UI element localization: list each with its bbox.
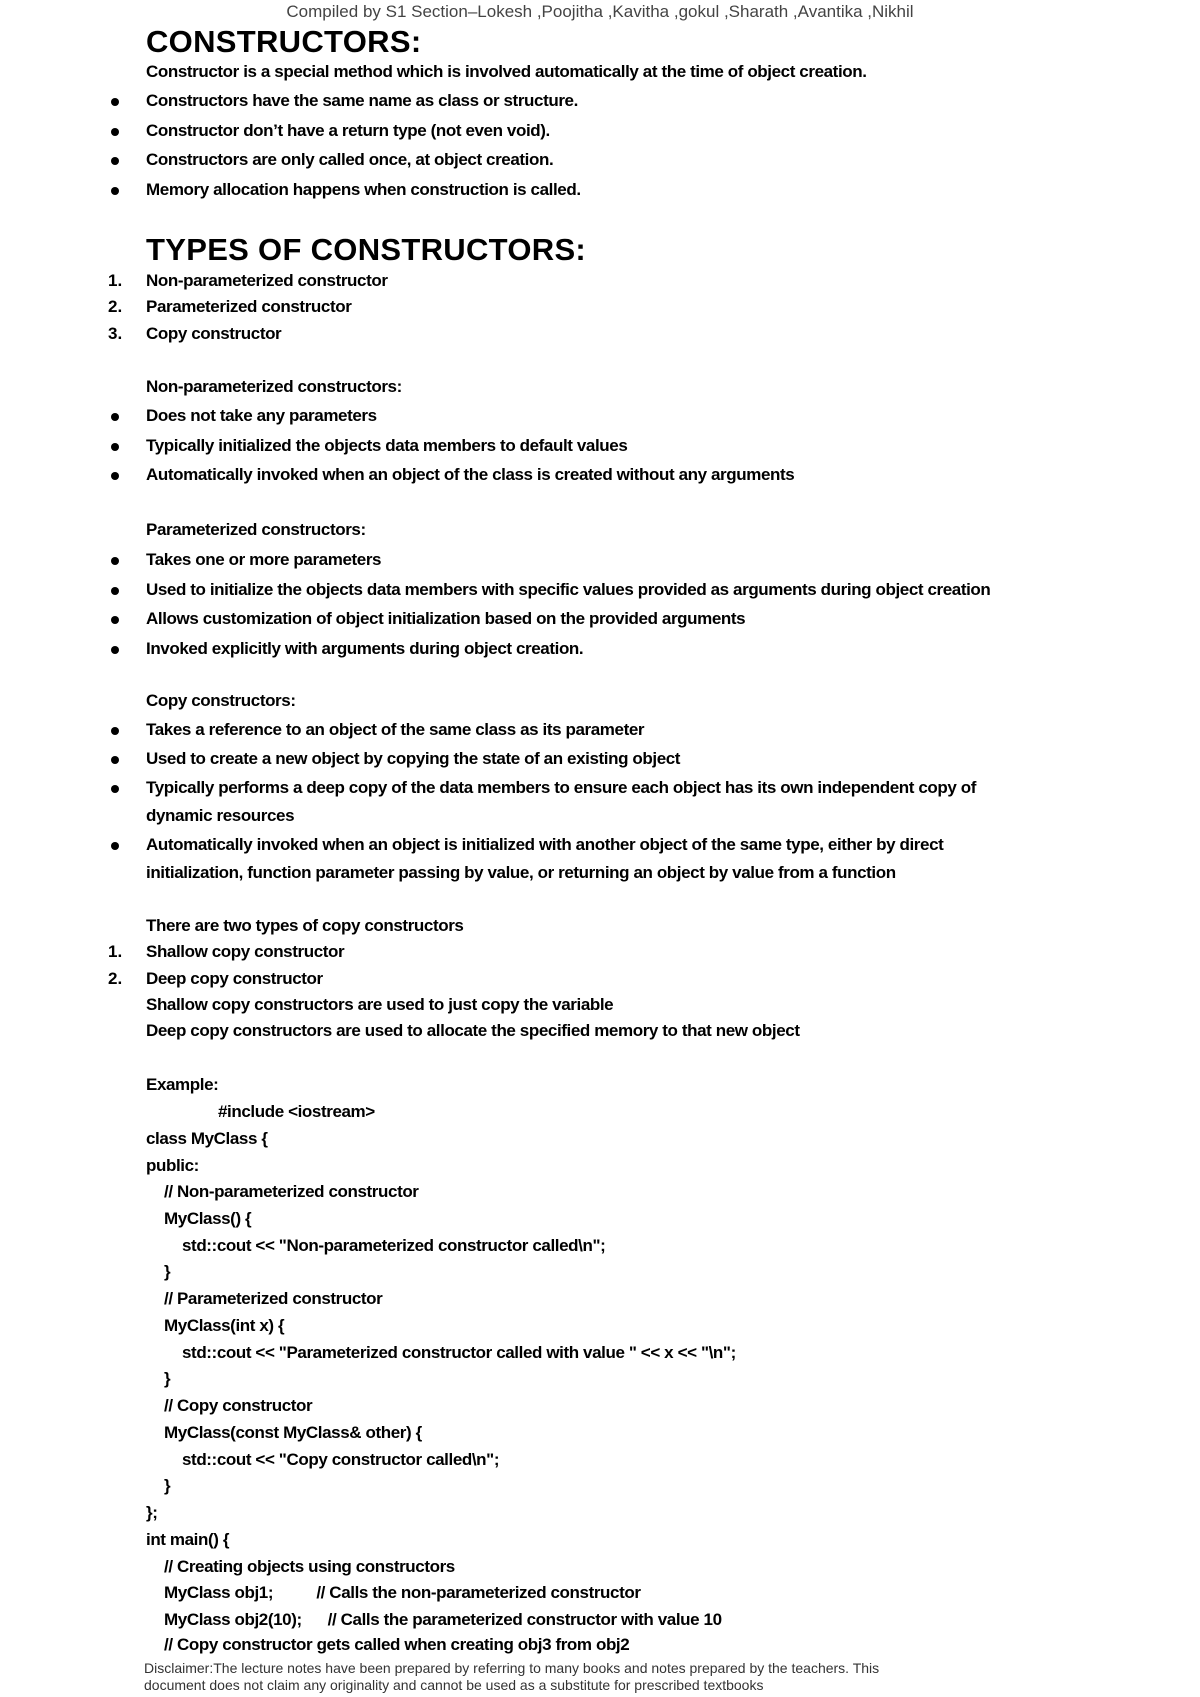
- disclaimer-footer: [144, 1660, 1044, 1694]
- deep-description: Deep copy constructors are used to allocate the specified memory to that new object: [146, 1021, 800, 1040]
- copy-bullet-continuation: dynamic resources: [146, 806, 295, 825]
- non-param-bullet: Automatically invoked when an object of the class is created without any arguments: [146, 465, 795, 484]
- copy-bullet: Automatically invoked when an object is initialized with another object of the same type, either by direct: [146, 835, 944, 854]
- code-line: std::cout << "Copy constructor called\n";: [182, 1450, 500, 1469]
- code-line: MyClass(const MyClass& other) {: [164, 1423, 422, 1442]
- types-item: Copy constructor: [146, 324, 282, 343]
- bullet-icon: [111, 157, 119, 165]
- non-param-bullet: Does not take any parameters: [146, 406, 377, 425]
- code-line: // Copy constructor gets called when creating obj3 from obj2: [164, 1635, 630, 1654]
- non-param-title: Non-parameterized constructors:: [146, 377, 402, 396]
- bullet-icon: [111, 727, 119, 735]
- code-line: MyClass obj2(10); // Calls the parameterized constructor with value 10: [164, 1610, 722, 1629]
- types-item: Non-parameterized constructor: [146, 271, 388, 290]
- code-line: // Non-parameterized constructor: [164, 1182, 419, 1201]
- bullet-icon: [111, 842, 119, 850]
- copy-bullet: Typically performs a deep copy of the data members to ensure each object has its own independent copy of: [146, 778, 977, 797]
- types-heading: TYPES OF CONSTRUCTORS:: [146, 232, 587, 267]
- list-number: 1.: [108, 942, 123, 961]
- code-line: class MyClass {: [146, 1129, 268, 1148]
- list-number: 3.: [108, 324, 123, 343]
- bullet-icon: [111, 413, 119, 421]
- constructors-heading: CONSTRUCTORS:: [146, 24, 422, 59]
- code-line: MyClass(int x) {: [164, 1316, 285, 1335]
- code-line: // Copy constructor: [164, 1396, 313, 1415]
- code-line: std::cout << "Parameterized constructor called with value " << x << "\n";: [182, 1343, 736, 1362]
- param-title: Parameterized constructors:: [146, 520, 366, 539]
- bullet-icon: [111, 128, 119, 136]
- constructors-intro: Constructor is a special method which is involved automatically at the time of object creation.: [146, 62, 867, 81]
- param-bullet: Allows customization of object initialization based on the provided arguments: [146, 609, 746, 628]
- code-line: MyClass obj1; // Calls the non-parameterized constructor: [164, 1583, 641, 1602]
- disclaimer-line: document does not claim any originality and cannot be used as a substitute for prescribed textbooks: [144, 1677, 764, 1693]
- list-number: 1.: [108, 271, 123, 290]
- example-label: Example:: [146, 1075, 219, 1094]
- bullet-icon: [111, 472, 119, 480]
- list-number: 2.: [108, 969, 123, 988]
- param-bullet: Used to initialize the objects data members with specific values provided as arguments during object creation: [146, 580, 991, 599]
- param-bullet: Takes one or more parameters: [146, 550, 382, 569]
- code-line: }: [164, 1262, 171, 1281]
- param-bullet: Invoked explicitly with arguments during object creation.: [146, 639, 584, 658]
- code-line: int main() {: [146, 1530, 230, 1549]
- code-line: };: [146, 1503, 158, 1522]
- code-line: MyClass() {: [164, 1209, 252, 1228]
- bullet-icon: [111, 187, 119, 195]
- constructors-bullet: Constructor don’t have a return type (not even void).: [146, 121, 550, 140]
- copy-bullet: Takes a reference to an object of the same class as its parameter: [146, 720, 645, 739]
- non-param-bullet: Typically initialized the objects data members to default values: [146, 436, 628, 455]
- copy-bullet: Used to create a new object by copying the state of an existing object: [146, 749, 681, 768]
- disclaimer-line: Disclaimer:The lecture notes have been prepared by referring to many books and notes prepared by the teachers. This: [144, 1660, 880, 1676]
- bullet-icon: [111, 646, 119, 654]
- list-number: 2.: [108, 297, 123, 316]
- bullet-icon: [111, 98, 119, 106]
- copy-bullet-continuation: initialization, function parameter passing by value, or returning an object by value from a function: [146, 863, 896, 882]
- code-line: // Parameterized constructor: [164, 1289, 383, 1308]
- bullet-icon: [111, 616, 119, 624]
- constructors-bullet: Memory allocation happens when construction is called.: [146, 180, 581, 199]
- code-line: }: [164, 1369, 171, 1388]
- types-item: Parameterized constructor: [146, 297, 352, 316]
- copy-types-item: Deep copy constructor: [146, 969, 323, 988]
- bullet-icon: [111, 785, 119, 793]
- copy-title: Copy constructors:: [146, 691, 296, 710]
- constructors-bullet: Constructors are only called once, at object creation.: [146, 150, 554, 169]
- code-line: // Creating objects using constructors: [164, 1557, 455, 1576]
- code-line: #include <iostream>: [218, 1102, 375, 1121]
- bullet-icon: [111, 756, 119, 764]
- bullet-icon: [111, 443, 119, 451]
- shallow-description: Shallow copy constructors are used to just copy the variable: [146, 995, 614, 1014]
- code-line: public:: [146, 1156, 199, 1175]
- copy-types-intro: There are two types of copy constructors: [146, 916, 464, 935]
- code-line: std::cout << "Non-parameterized constructor called\n";: [182, 1236, 606, 1255]
- bullet-icon: [111, 587, 119, 595]
- bullet-icon: [111, 557, 119, 565]
- page-header: Compiled by S1 Section–Lokesh ,Poojitha ,Kavitha ,gokul ,Sharath ,Avantika ,Nikhil: [286, 2, 914, 21]
- copy-types-item: Shallow copy constructor: [146, 942, 345, 961]
- constructors-bullet: Constructors have the same name as class or structure.: [146, 91, 578, 110]
- code-line: }: [164, 1476, 171, 1495]
